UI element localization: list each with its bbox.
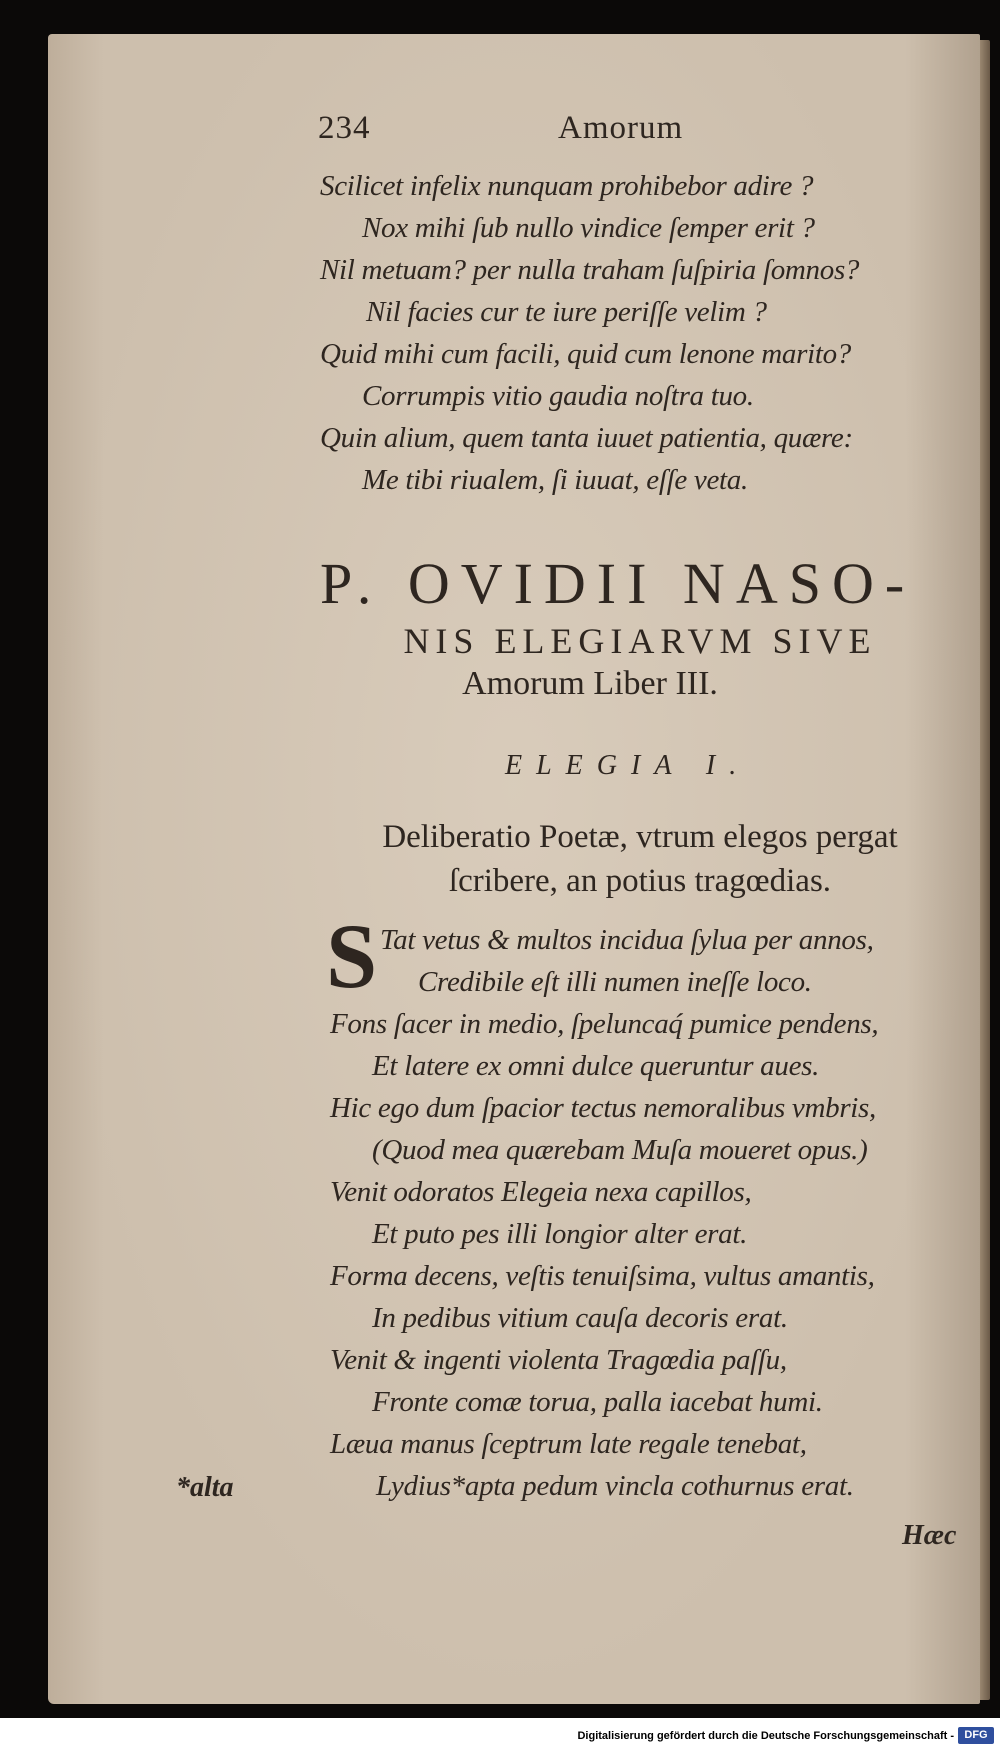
verse-line: Tat vetus & multos incidua ſylua per annos, [380, 924, 874, 956]
verse-line: Forma decens, veſtis tenuiſsima, vultus amantis, [330, 1260, 875, 1292]
running-head [318, 110, 878, 154]
book-title-line-2: NIS ELEGIARVM SIVE [403, 621, 877, 661]
footer-credit: Digitalisierung gefördert durch die Deutsche Forschungsgemeinschaft - [577, 1730, 954, 1742]
marginal-note: *alta [176, 1472, 234, 1503]
page-number: 234 [318, 110, 371, 146]
verse-line: Nil facies cur te iure periſſe velim ? [366, 296, 767, 328]
verse-line: (Quod mea quærebam Muſa moueret opus.) [372, 1134, 868, 1166]
verse-line: Læua manus ſceptrum late regale tenebat, [330, 1428, 807, 1460]
verse-line: Et latere ex omni dulce queruntur aues. [372, 1050, 820, 1082]
verse-line: Credibile eſt illi numen ineſſe loco. [418, 966, 812, 998]
verse-line: Et puto pes illi longior alter erat. [372, 1218, 748, 1250]
verse-line: Scilicet infelix nunquam prohibebor adire ? [320, 170, 814, 202]
digitization-footer [0, 1718, 1000, 1753]
verse-line: Nox mihi ſub nullo vindice ſemper erit ? [362, 212, 815, 244]
book-title-line-3: Amorum Liber III. [462, 665, 718, 702]
argument [320, 815, 960, 903]
verse-line: In pedibus vitium cauſa decoris erat. [372, 1302, 788, 1334]
verse-line: Nil metuam? per nulla traham ſuſpiria ſomnos? [320, 254, 860, 286]
verse-line: Quid mihi cum facili, quid cum lenone marito? [320, 338, 851, 370]
argument-line: ſcribere, an potius tragœdias. [448, 863, 832, 899]
verse-line: Corrumpis vitio gaudia noſtra tuo. [362, 380, 754, 412]
verse-line: Me tibi riualem, ſi iuuat, eſſe veta. [362, 464, 748, 496]
verse-line: Fons ſacer in medio, ſpeluncaq́ pumice pendens, [330, 1008, 879, 1040]
running-title: Amorum [558, 110, 684, 146]
drop-initial: S [326, 905, 378, 1007]
verse-line: Venit odoratos Elegeia nexa capillos, [330, 1176, 752, 1208]
elegia-heading: ELEGIA I. [505, 750, 751, 781]
argument-line: Deliberatio Poetæ, vtrum elegos pergat [382, 819, 898, 855]
book-title-line-1: P. OVIDII NASO- [320, 551, 916, 616]
catchword: Hæc [902, 1520, 957, 1551]
verse-line: Lydius*apta pedum vincla cothurnus erat. [376, 1470, 854, 1502]
dfg-logo-icon[interactable]: DFG [958, 1727, 994, 1744]
verse-line: Venit & ingenti violenta Tragœdia paſſu, [330, 1344, 787, 1376]
verse-line: Fronte comæ torua, palla iacebat humi. [372, 1386, 823, 1418]
verse-line: Hic ego dum ſpacior tectus nemoralibus vmbris, [330, 1092, 876, 1124]
verse-line: Quin alium, quem tanta iuuet patientia, quære: [320, 422, 853, 454]
